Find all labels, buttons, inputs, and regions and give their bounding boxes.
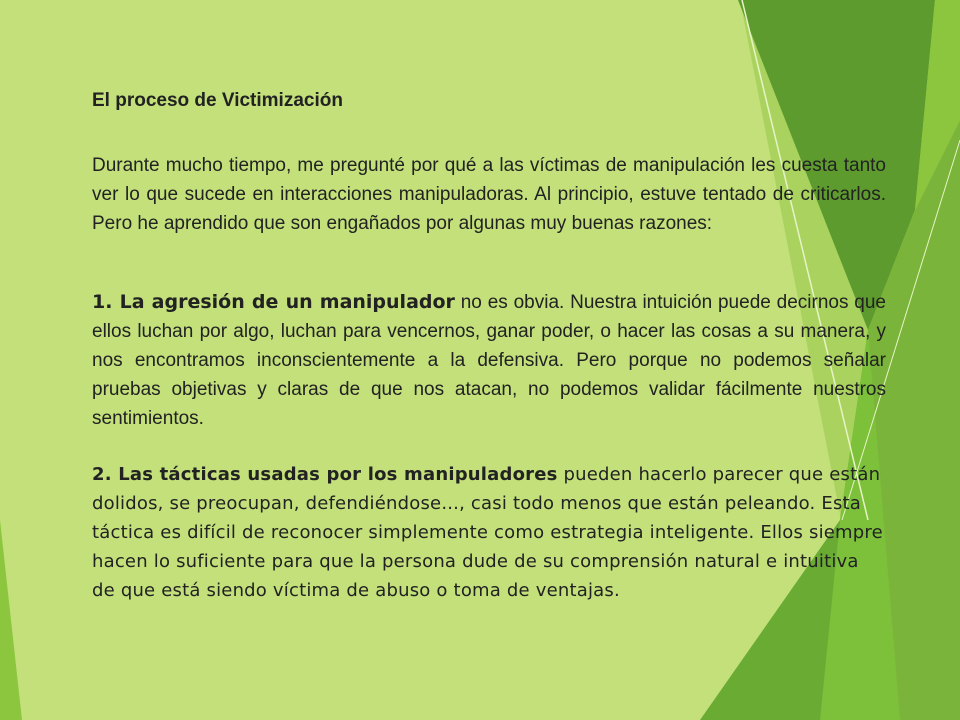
point-1-body: no es obvia. Nuestra intuición puede decirnos que ellos luchan por algo, luchan para vencernos, ganar poder, o hacer las cosas a su manera, y nos encontramos inconscientemente a la defensiva. Pero porque no podemos señalar pruebas objetivas y claras de que nos atacan, no podemos validar fácilmente nuestros sentimientos.: [92, 292, 886, 429]
slide-title: El proceso de Victimización: [92, 90, 343, 111]
point-1-paragraph: [92, 288, 886, 433]
point-2-body: pueden hacerlo parecer que están dolidos, se preocupan, defendiéndose..., casi todo menos que están peleando. Esta táctica es difícil de reconocer simplemente como estrategia inteligente. Ellos siempre hacen lo suficiente para que la persona dude de su comprensión natural e intuitiva de que está siendo víctima de abuso o toma de ventajas.: [92, 464, 883, 601]
point-2-paragraph: [92, 460, 884, 605]
point-2-lead: 2. Las tácticas usadas por los manipuladores: [92, 464, 558, 485]
intro-paragraph: Durante mucho tiempo, me pregunté por qué a las víctimas de manipulación les cuesta tanto ver lo que sucede en interacciones manipuladoras. Al principio, estuve tentado de criticarlos. Pero he aprendido que son engañados por algunas muy buenas razones:: [92, 155, 886, 234]
point-1-lead: 1. La agresión de un manipulador: [92, 291, 455, 313]
left-corner-triangle: [0, 520, 22, 720]
